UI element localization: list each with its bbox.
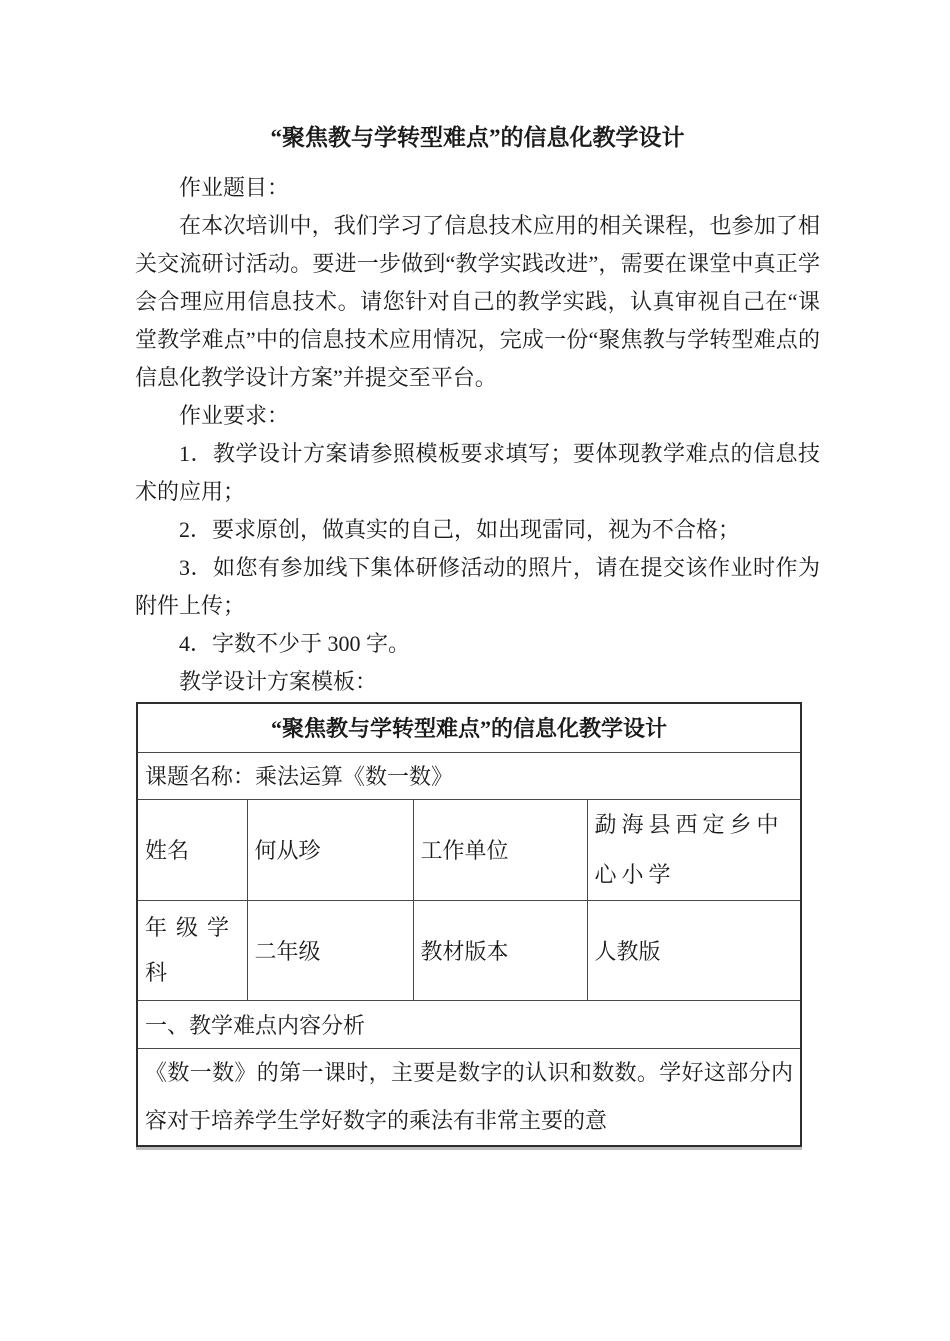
- table-row-name-unit: [137, 799, 801, 900]
- topic-cell: 课题名称：乘法运算《数一数》: [137, 752, 801, 799]
- textbook-edition-value-cell: 人教版: [587, 900, 801, 1000]
- work-unit-value-cell: 勐海县西定乡中心小学: [587, 799, 801, 900]
- grade-subject-label-cell: 年级学科: [137, 900, 247, 1000]
- textbook-edition-label-cell: 教材版本: [413, 900, 587, 1000]
- section-title-cell: 一、教学难点内容分析: [137, 1000, 801, 1048]
- template-label: 教学设计方案模板：: [179, 669, 378, 694]
- requirement-item-3: 3．如您有参加线下集体研修活动的照片，请在提交该作业时作为附件上传；: [135, 555, 820, 618]
- name-label-cell: 姓名: [137, 799, 247, 900]
- table-row-grade-edition: [137, 900, 801, 1000]
- table-section-content-row: [137, 1048, 801, 1146]
- intro-paragraph: 在本次培训中，我们学习了信息技术应用的相关课程，也参加了相关交流研讨活动。要进一步做到“教学实践改进”，需要在课堂中真正学会合理应用信息技术。请您针对自己的教学实践，认真审视自己在“课堂教学难点”中的信息技术应用情况，完成一份“聚焦教与学转型难点的信息化教学设计方案”并提交至平台。: [135, 213, 820, 390]
- name-value-cell: 何从珍: [247, 799, 413, 900]
- requirement-item-1: 1．教学设计方案请参照模板要求填写；要体现教学难点的信息技术的应用；: [135, 441, 820, 504]
- requirement-item-4: 4．字数不少于 300 字。: [179, 631, 411, 656]
- grade-subject-value-cell: 二年级: [247, 900, 413, 1000]
- table-section-title-row: [137, 1000, 801, 1048]
- document-title: “聚焦教与学转型难点”的信息化教学设计: [270, 125, 685, 150]
- requirements-label: 作业要求：: [179, 403, 290, 428]
- table-topic-row: [137, 752, 801, 799]
- table-title-row: [137, 703, 801, 752]
- section-content-cell: 《数一数》的第一课时，主要是数字的认识和数数。学好这部分内容对于培养学生学好数字的乘法有非常主要的意: [137, 1048, 801, 1146]
- requirement-item-2: 2．要求原创，做真实的自己，如出现雷同，视为不合格；: [179, 517, 741, 542]
- work-unit-label-cell: 工作单位: [413, 799, 587, 900]
- table-title: “聚焦教与学转型难点”的信息化教学设计: [137, 703, 801, 752]
- assignment-topic-label: 作业题目：: [179, 175, 290, 200]
- teaching-design-table: [136, 702, 802, 1147]
